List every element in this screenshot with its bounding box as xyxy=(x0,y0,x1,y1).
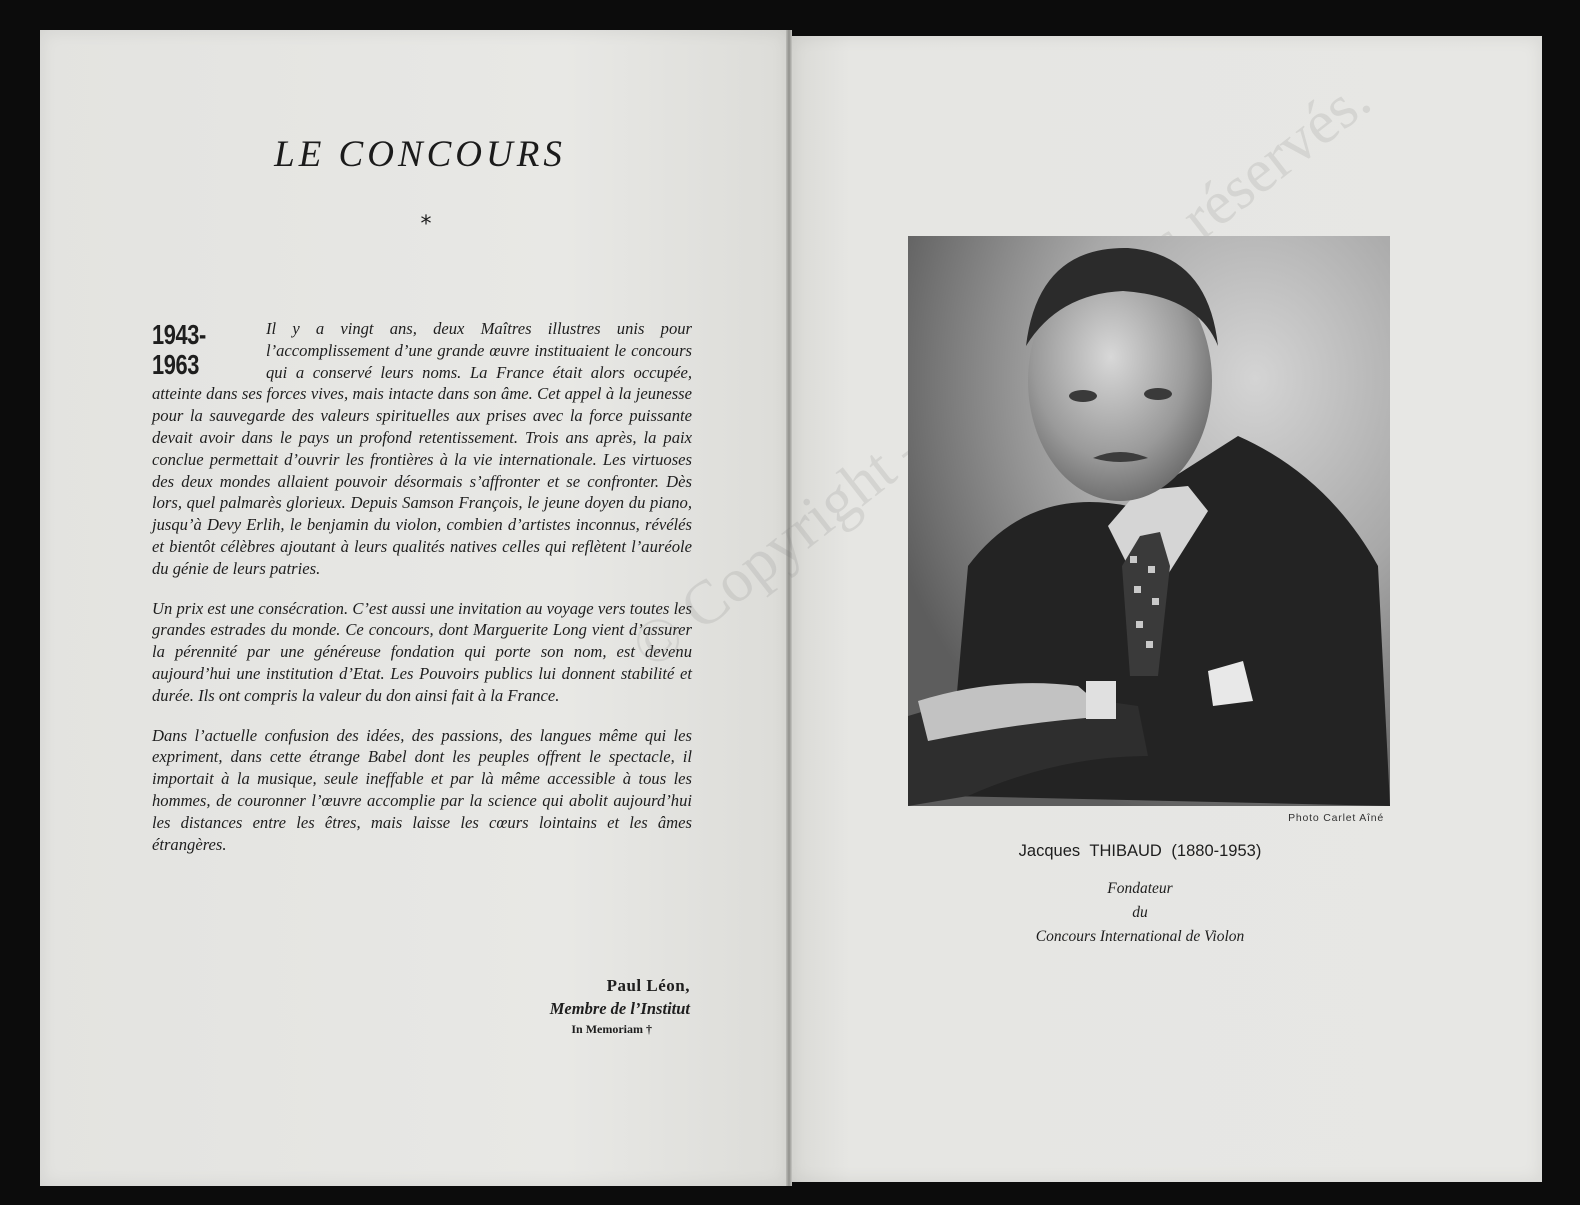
signature-name: Paul Léon, xyxy=(606,976,690,995)
star-ornament: * xyxy=(420,212,432,237)
years-heading: 1943-1963 xyxy=(152,319,206,380)
caption-line-founder: Fondateur xyxy=(1107,880,1173,897)
caption-line-du: du xyxy=(1132,904,1148,921)
paragraph-1 xyxy=(152,318,692,580)
portrait-photo xyxy=(908,236,1390,806)
in-memoriam: In Memoriam † xyxy=(571,1022,652,1036)
portrait-illustration xyxy=(908,236,1390,806)
signature-block xyxy=(480,976,690,1037)
photo-credit: Photo Carlet Aîné xyxy=(1288,812,1384,824)
article-body xyxy=(152,318,692,873)
paragraph-1-text: Il y a vingt ans, deux Maîtres illustres unis pour l’accomplissement d’une grande œuvre instituaient le concours qui a conservé leurs noms. La France était alors occupée, atteinte dans ses forces vives, mais intacte dans son âme. Cet appel à la jeunesse pour la sauvegarde des valeurs spirituelles aux prises avec la force puissante devait avoir dans le pays un profond retentissement. Trois ans après, la paix conclue permettait d’ouvrir les frontières à la vie internationale. Les virtuoses des deux mondes allaient pouvoir désormais s’affronter et se confronter. Dès lors, quel palmarès glorieux. Depuis Samson François, le jeune doyen du piano, jusqu’à Devy Erlih, le benjamin du violon, combien d’artistes inconnus, révélés et bientôt célèbres ajoutant à leurs qualités natives celles qui reflètent l’auréole du génie de leurs patries. xyxy=(152,319,692,578)
caption-line-competition: Concours International de Violon xyxy=(1035,928,1245,945)
book-gutter xyxy=(786,30,792,1186)
portrait-caption-name: Jacques THIBAUD (1880-1953) xyxy=(1018,842,1262,860)
signature-role: Membre de l’Institut xyxy=(549,999,690,1018)
paragraph-3: Dans l’actuelle confusion des idées, des passions, des langues même qui les expriment, dans cette étrange Babel dont les peuples offrent le spectacle, il importait à la musique, seule ineffable et par là même accessible à tous les hommes, de couronner l’œuvre accomplie par la science qui abolit aujourd’hui les distances entre les êtres, mais laisse les cœurs lointains et les âmes étrangères. xyxy=(152,725,692,854)
paragraph-2: Un prix est une consécration. C’est aussi une invitation au voyage vers toutes les grandes estrades du monde. Ce concours, dont Marguerite Long vient d’assurer la pérennité par une généreuse fondation qui porte son nom, est devenu aujourd’hui une institution d’Etat. Les Pouvoirs publics lui donnent stabilité et durée. Ils ont compris la valeur du don ainsi fait à la France. xyxy=(152,598,692,705)
page-title: LE CONCOURS xyxy=(274,134,566,175)
